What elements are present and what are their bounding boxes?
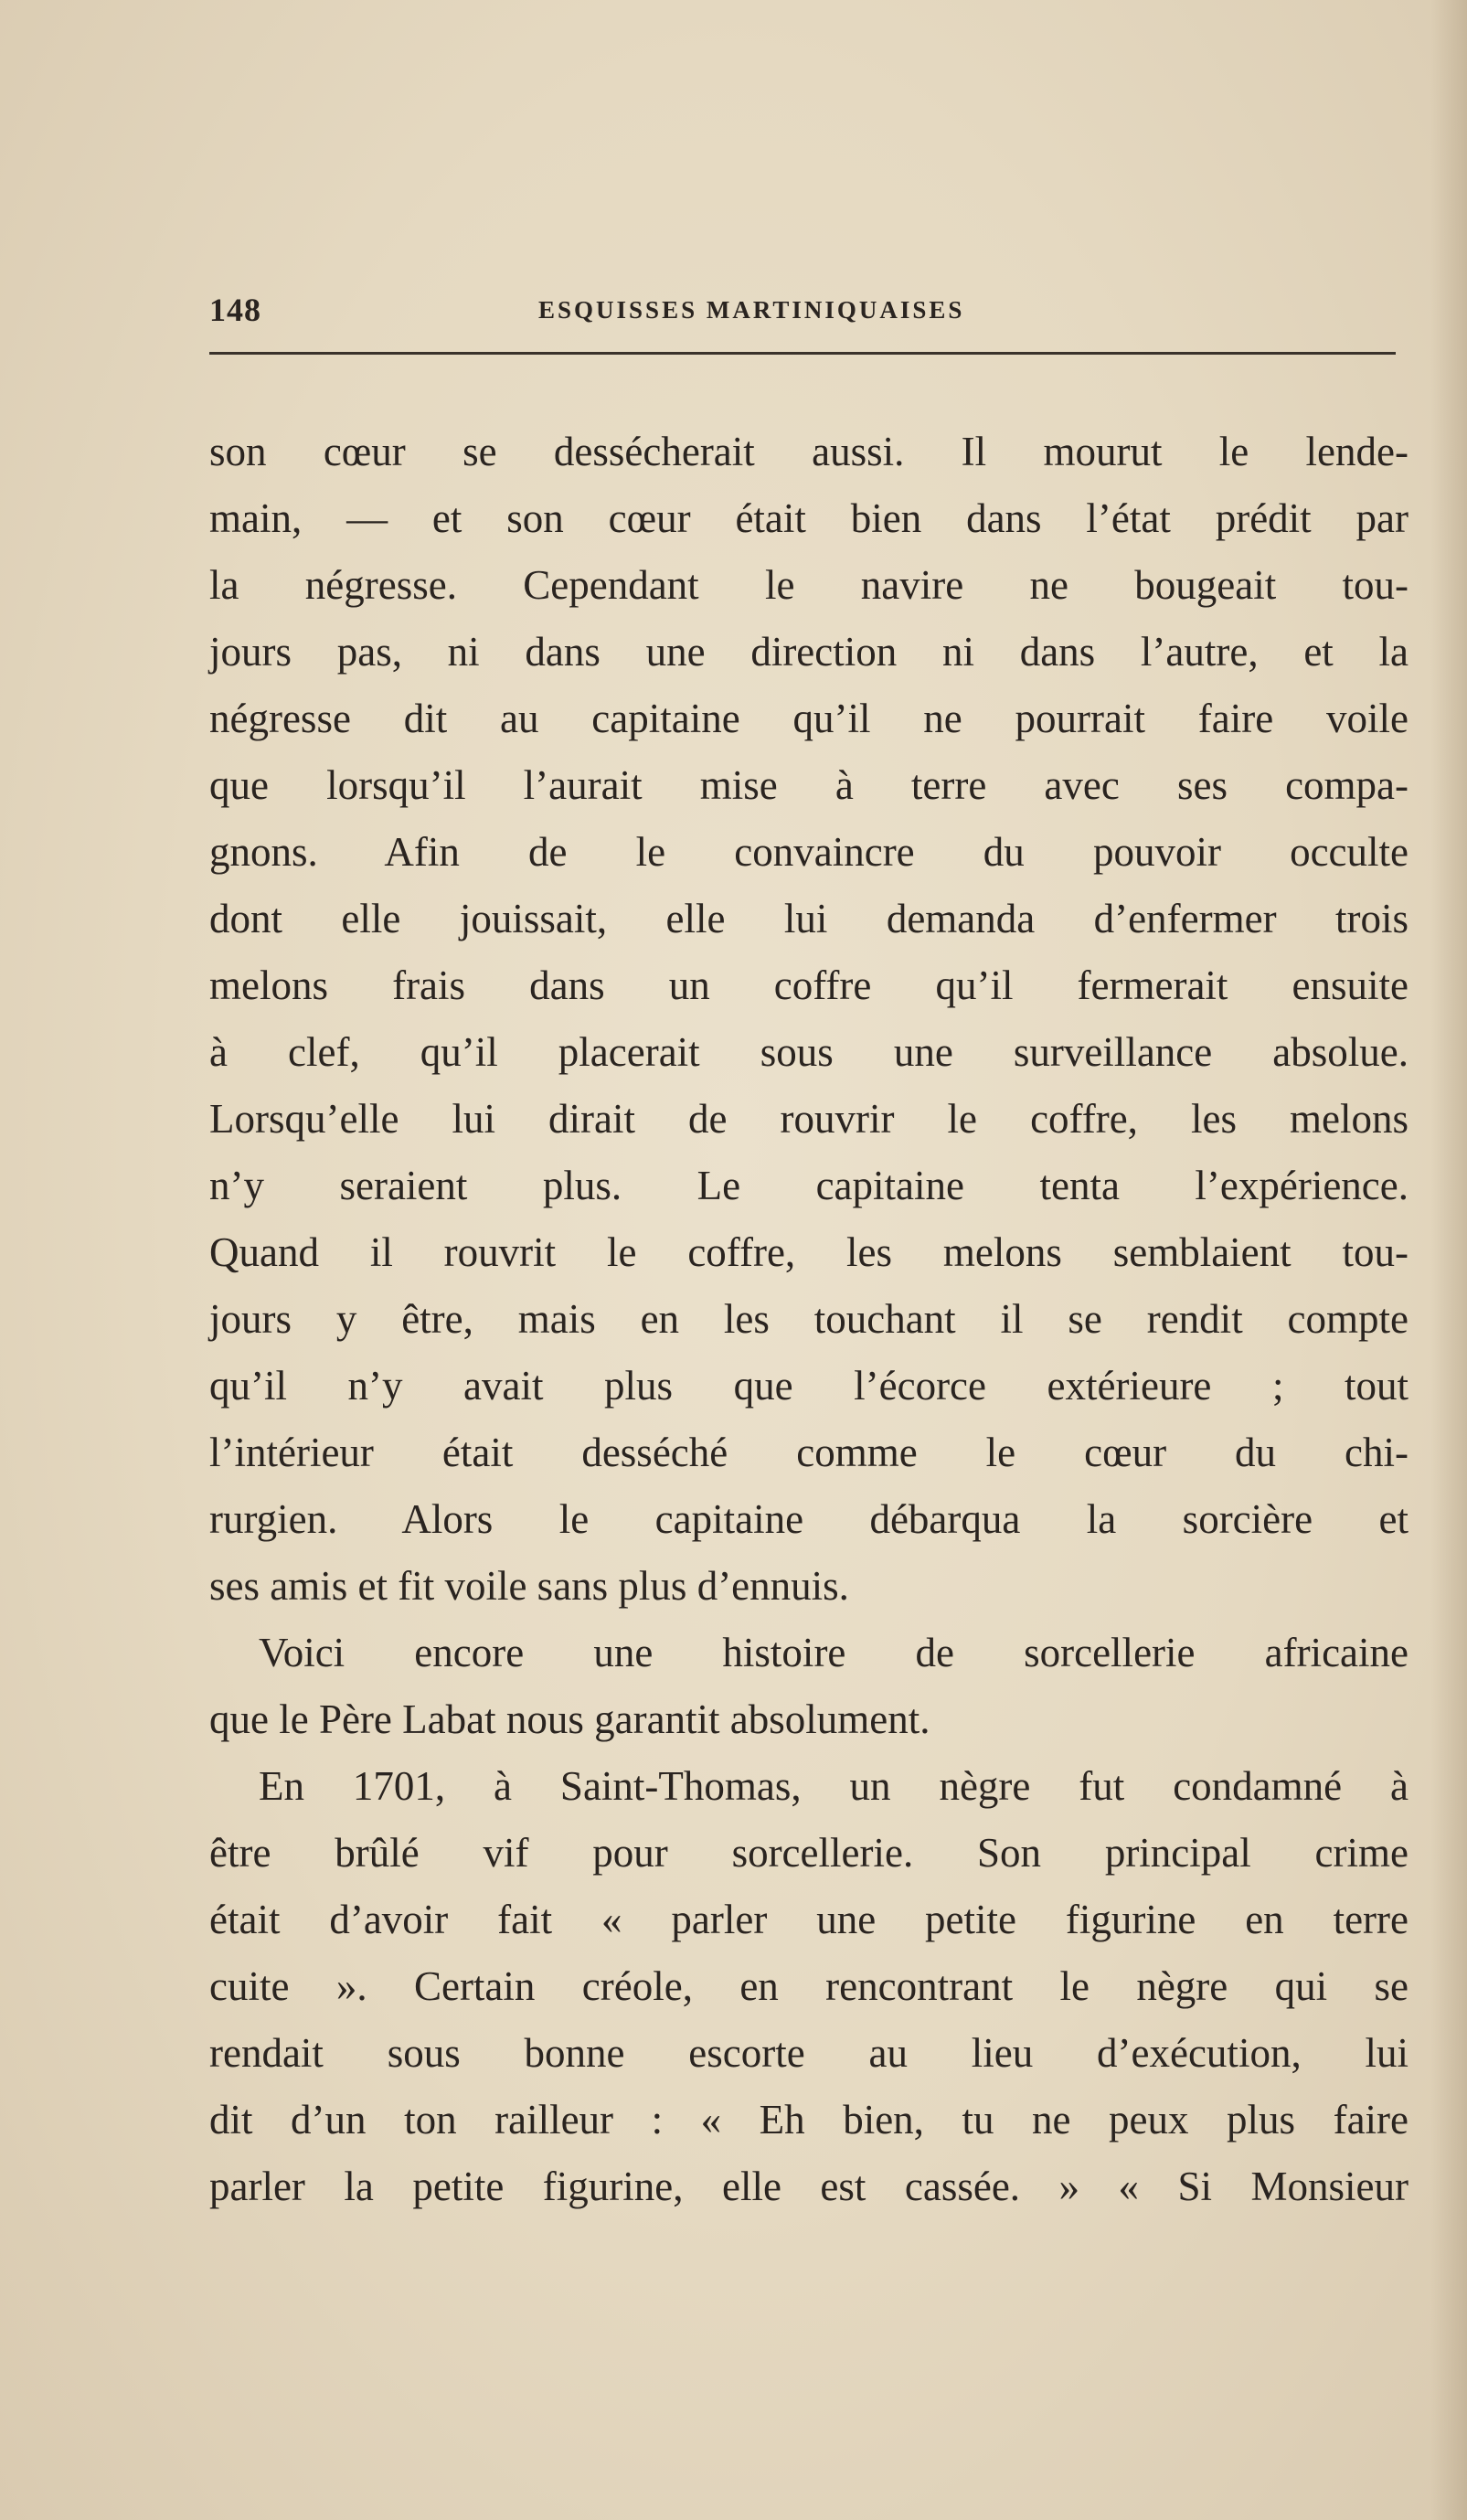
text-line: Voici encore une histoire de sorcellerie africaine xyxy=(259,1630,1409,1675)
text-line: jours y être, mais en les touchant il se rendit compte xyxy=(209,1296,1409,1342)
text-line: cuite ». Certain créole, en rencontrant le nègre qui se xyxy=(209,1963,1409,2009)
text-line: être brûlé vif pour sorcellerie. Son principal crime xyxy=(209,1830,1409,1876)
text-line: n’y seraient plus. Le capitaine tenta l’expérience. xyxy=(209,1163,1409,1208)
text-line: que le Père Labat nous garantit absolument. xyxy=(209,1696,930,1742)
text-line: rurgien. Alors le capitaine débarqua la sorcière et xyxy=(209,1496,1409,1542)
text-line: gnons. Afin de le convaincre du pouvoir occulte xyxy=(209,829,1409,875)
text-line: dont elle jouissait, elle lui demanda d’enfermer trois xyxy=(209,896,1409,941)
text-line: ses amis et fit voile sans plus d’ennuis. xyxy=(209,1563,849,1609)
text-line: jours pas, ni dans une direction ni dans l’autre, et la xyxy=(209,629,1409,675)
body-text xyxy=(209,419,1409,2220)
text-line: Lorsqu’elle lui dirait de rouvrir le coffre, les melons xyxy=(209,1096,1409,1142)
page-number: 148 xyxy=(209,292,261,328)
text-line: rendait sous bonne escorte au lieu d’exécution, lui xyxy=(209,2030,1409,2076)
text-line: main, — et son cœur était bien dans l’état prédit par xyxy=(209,495,1409,541)
text-line: parler la petite figurine, elle est cassée. » « Si Monsieur xyxy=(209,2164,1409,2209)
text-line: En 1701, à Saint-Thomas, un nègre fut condamné à xyxy=(259,1763,1409,1809)
text-line: la négresse. Cependant le navire ne bougeait tou- xyxy=(209,562,1409,608)
text-line: à clef, qu’il placerait sous une surveillance absolue. xyxy=(209,1029,1409,1075)
text-line: l’intérieur était desséché comme le cœur du chi- xyxy=(209,1430,1409,1475)
text-line: était d’avoir fait « parler une petite figurine en terre xyxy=(209,1897,1409,1942)
text-line: son cœur se dessécherait aussi. Il mourut le lende- xyxy=(209,429,1409,474)
running-title: ESQUISSES MARTINIQUAISES xyxy=(538,296,965,324)
page-edge-shadow xyxy=(1430,0,1467,2520)
text-line: qu’il n’y avait plus que l’écorce extérieure ; tout xyxy=(209,1363,1409,1409)
page-header xyxy=(209,291,1396,327)
text-line: dit d’un ton railleur : « Eh bien, tu ne peux plus faire xyxy=(209,2097,1409,2143)
text-line: négresse dit au capitaine qu’il ne pourrait faire voile xyxy=(209,696,1409,741)
text-line: Quand il rouvrit le coffre, les melons semblaient tou- xyxy=(209,1229,1409,1275)
text-line: melons frais dans un coffre qu’il fermerait ensuite xyxy=(209,962,1409,1008)
text-line: que lorsqu’il l’aurait mise à terre avec ses compa- xyxy=(209,762,1409,808)
header-rule xyxy=(209,352,1396,355)
